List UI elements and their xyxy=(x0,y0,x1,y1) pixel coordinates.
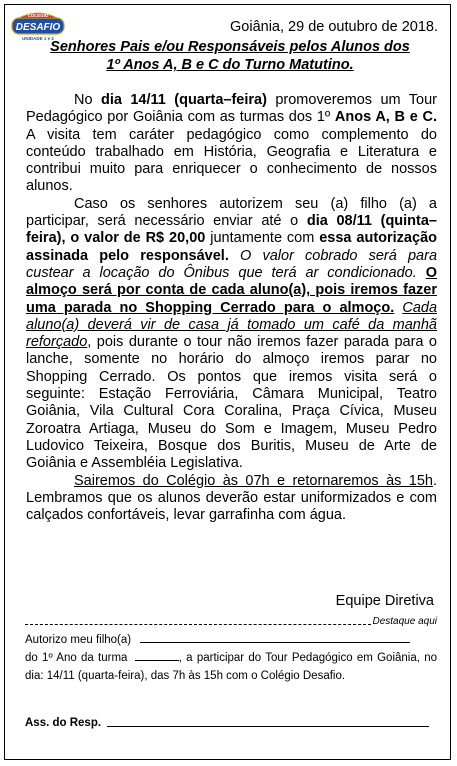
letter-title-line1: Senhores Pais e/ou Responsáveis pelos Alunos dos xyxy=(50,39,410,55)
cut-label: Destaque aqui xyxy=(372,616,437,627)
schedule-times: Sairemos do Colégio às 07h e retornaremos às 15h xyxy=(74,472,433,489)
logo-text-top: COLÉGIO xyxy=(27,13,49,18)
authorization-form xyxy=(25,631,437,685)
class-field[interactable] xyxy=(135,649,179,661)
form-text-details: , a participar do Tour Pedagógico em Goiânia, no dia: 14/11 (quarta-feira), das 7h às 15h com o Colégio Desafio. xyxy=(25,652,437,682)
paragraph-schedule: Sairemos do Colégio às 07h e retornaremos às 15h. Lembramos que os alunos deverão estar uniformizados e com calçados confortáveis, levar garrafinha com água. xyxy=(26,472,437,524)
signature-field[interactable] xyxy=(107,726,429,727)
payment-deadline: dia 08/11 (quinta–feira), o valor de R$ 20,00 xyxy=(26,213,437,247)
classes: Anos A, B e C. xyxy=(334,109,437,126)
form-text-class: do 1º Ano da turma xyxy=(25,652,128,664)
breakfast-note: Cada aluno(a) deverá vir de casa já tomado um café da manhã reforçado xyxy=(26,299,438,351)
lunch-note: O almoço será por conta de cada aluno(a), pois iremos fazer uma parada no Shopping Cerrado para o almoço. xyxy=(26,264,438,316)
letter-body xyxy=(26,92,437,524)
signature-row xyxy=(25,717,437,729)
tour-date: dia 14/11 (quarta–feira) xyxy=(100,92,267,108)
bus-cost-note: O valor cobrado será para custear a locação do Ônibus que terá ar condicionado. xyxy=(26,247,438,281)
letter-title-line2: 1º Anos A, B e C do Turno Matutino. xyxy=(106,57,354,73)
paragraph-payment-details: Caso os senhores autorizem seu (a) filho (a) a participar, será necessário enviar até o dia 08/11 (quinta–feira), o valor de R$ 20,00 juntamente com essa autorização assinada pelo responsável. O valor cobrado será para custear a locação do Ônibus que terá ar condicionado. O almoço será por conta de cada aluno(a), pois iremos fazer uma parada no Shopping Cerrado para o almoço. Cada aluno(a) deverá vir de casa já tomado um café da manhã reforçado, pois durante o tour não iremos fazer parada para o lanche, somente no horário do almoço iremos parar no Shopping Cerrado. Os pontos que iremos visita será o seguinte: Estação Ferroviária, Câmara Municipal, Teatro Goiânia, Vila Cultural Cora Coralina, Praça Cívica, Museu Zoroatra Artiaga, Museu do Som e Imagem, Museu Pedro Ludovico Teixeira, Bosque dos Buritis, Museu de Arte de Goiânia e Assembléia Legislativa. xyxy=(26,195,438,472)
logo-text-bottom: UNIDADE 1 e 2 xyxy=(22,36,54,41)
letter-date: Goiânia, 29 de outubro de 2018. xyxy=(230,19,438,35)
logo-text-main: DESAFIO xyxy=(15,22,61,33)
cut-line xyxy=(25,616,437,628)
form-text-authorize: Autorizo meu filho(a) xyxy=(25,634,132,646)
notice-page xyxy=(4,4,451,760)
signed-authorization-note: essa autorização assinada pelo responsável. xyxy=(26,230,437,264)
signoff: Equipe Diretiva xyxy=(335,593,434,609)
dashed-divider xyxy=(25,624,371,625)
signature-label: Ass. do Resp. xyxy=(25,717,102,729)
student-name-field[interactable] xyxy=(140,631,410,643)
paragraph-tour-announcement: No dia 14/11 (quarta–feira) promoveremos um Tour Pedagógico por Goiânia com as turmas dos 1º Anos A, B e C. A visita tem caráter pedagógico como complemento do conteúdo trabalhado em História, Geografia e Literatura e contribui muito para enriquecer o conhecimento de nossos alunos. xyxy=(26,92,437,195)
